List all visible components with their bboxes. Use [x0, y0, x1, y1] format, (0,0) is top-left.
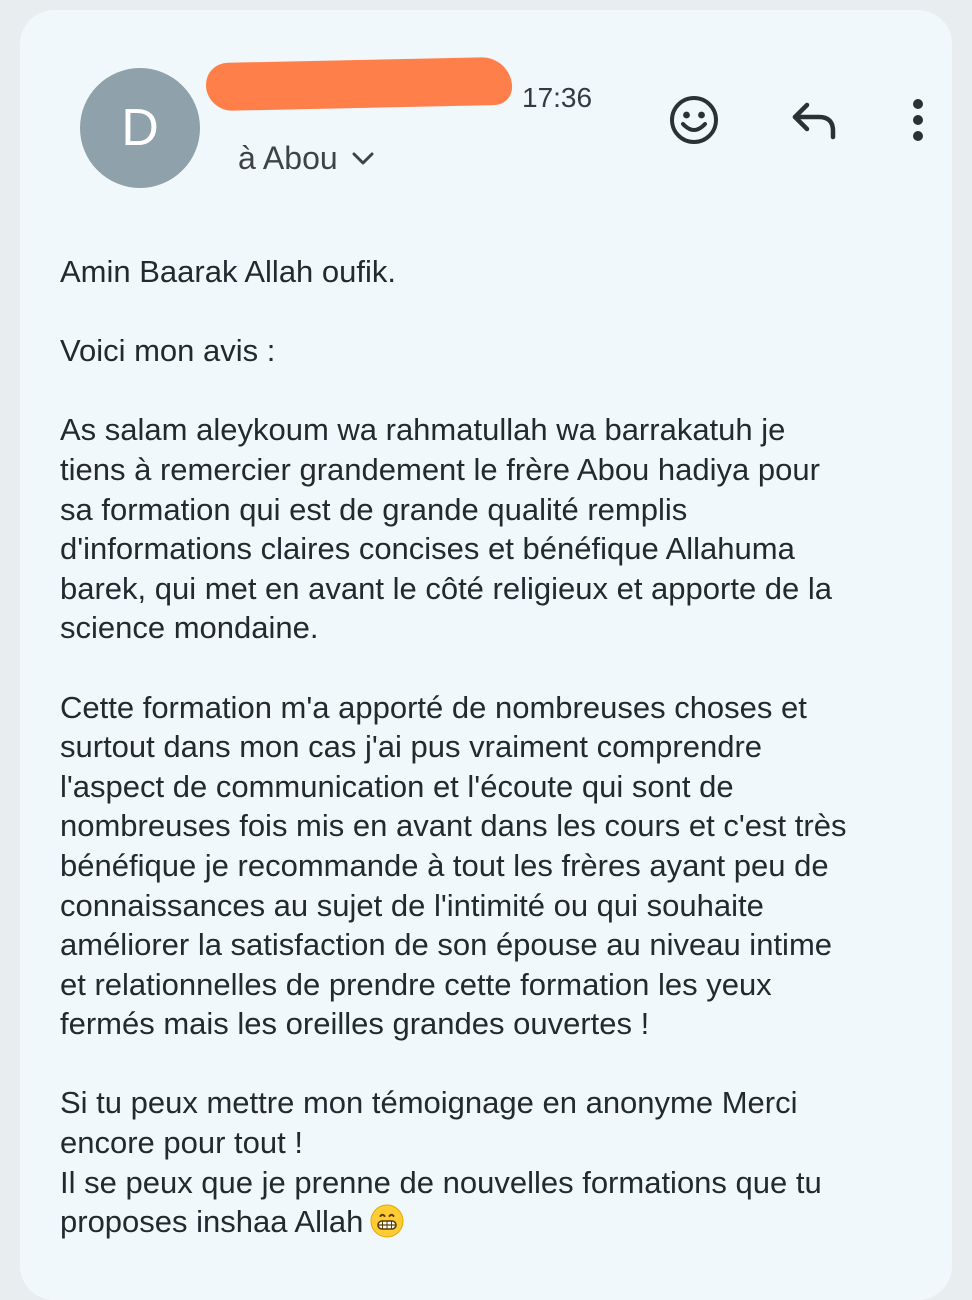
email-body	[60, 252, 930, 1281]
sender-name-redaction	[206, 57, 513, 111]
chevron-down-icon	[352, 152, 374, 166]
message-time: 17:36	[522, 82, 593, 113]
body-paragraph: Voici mon avis :	[60, 333, 276, 369]
closing-text: Si tu peux mettre mon témoignage en anonyme Merci encore pour tout ! Il se peux que je prenne de nouvelles formations que tu proposes inshaa Allah	[60, 1085, 822, 1240]
body-paragraph: Cette formation m'a apporté de nombreuses choses et surtout dans mon cas j'ai pus vraiment comprendre l'aspect de communication et l'écoute qui sont de nombreuses fois mis en avant dans les cours et c'est très bénéfique je recommande à tout les frères ayant peu de connaissances au sujet de l'intimité ou qui souhaite améliorer la satisfaction de son épouse au niveau intime et relationnelles de prendre cette formation les yeux fermés mais les oreilles grandes ouvertes !	[60, 689, 847, 1042]
avatar-letter: D	[121, 99, 159, 157]
more-vert-icon	[911, 97, 925, 143]
recipient-label: à Abou	[238, 140, 338, 176]
emoji-reaction-icon	[668, 94, 720, 146]
recipient-dropdown[interactable]	[238, 140, 374, 177]
grinning-face-emoji-icon	[369, 1203, 405, 1239]
closing-paragraph	[60, 1083, 930, 1241]
emoji-reaction-button[interactable]	[662, 88, 726, 152]
more-options-button[interactable]	[886, 88, 950, 152]
reply-icon	[789, 99, 839, 141]
body-paragraph: As salam aleykoum wa rahmatullah wa barrakatuh je tiens à remercier grandement le frère Abou hadiya pour sa formation qui est de grande qualité remplis d'informations claires concises et bénéfique Allahuma barek, qui met en avant le côté religieux et apporte de la science mondaine.	[60, 412, 833, 646]
reply-button[interactable]	[782, 88, 846, 152]
body-paragraph: Amin Baarak Allah oufik.	[60, 254, 397, 289]
sender-avatar[interactable]	[80, 68, 200, 188]
